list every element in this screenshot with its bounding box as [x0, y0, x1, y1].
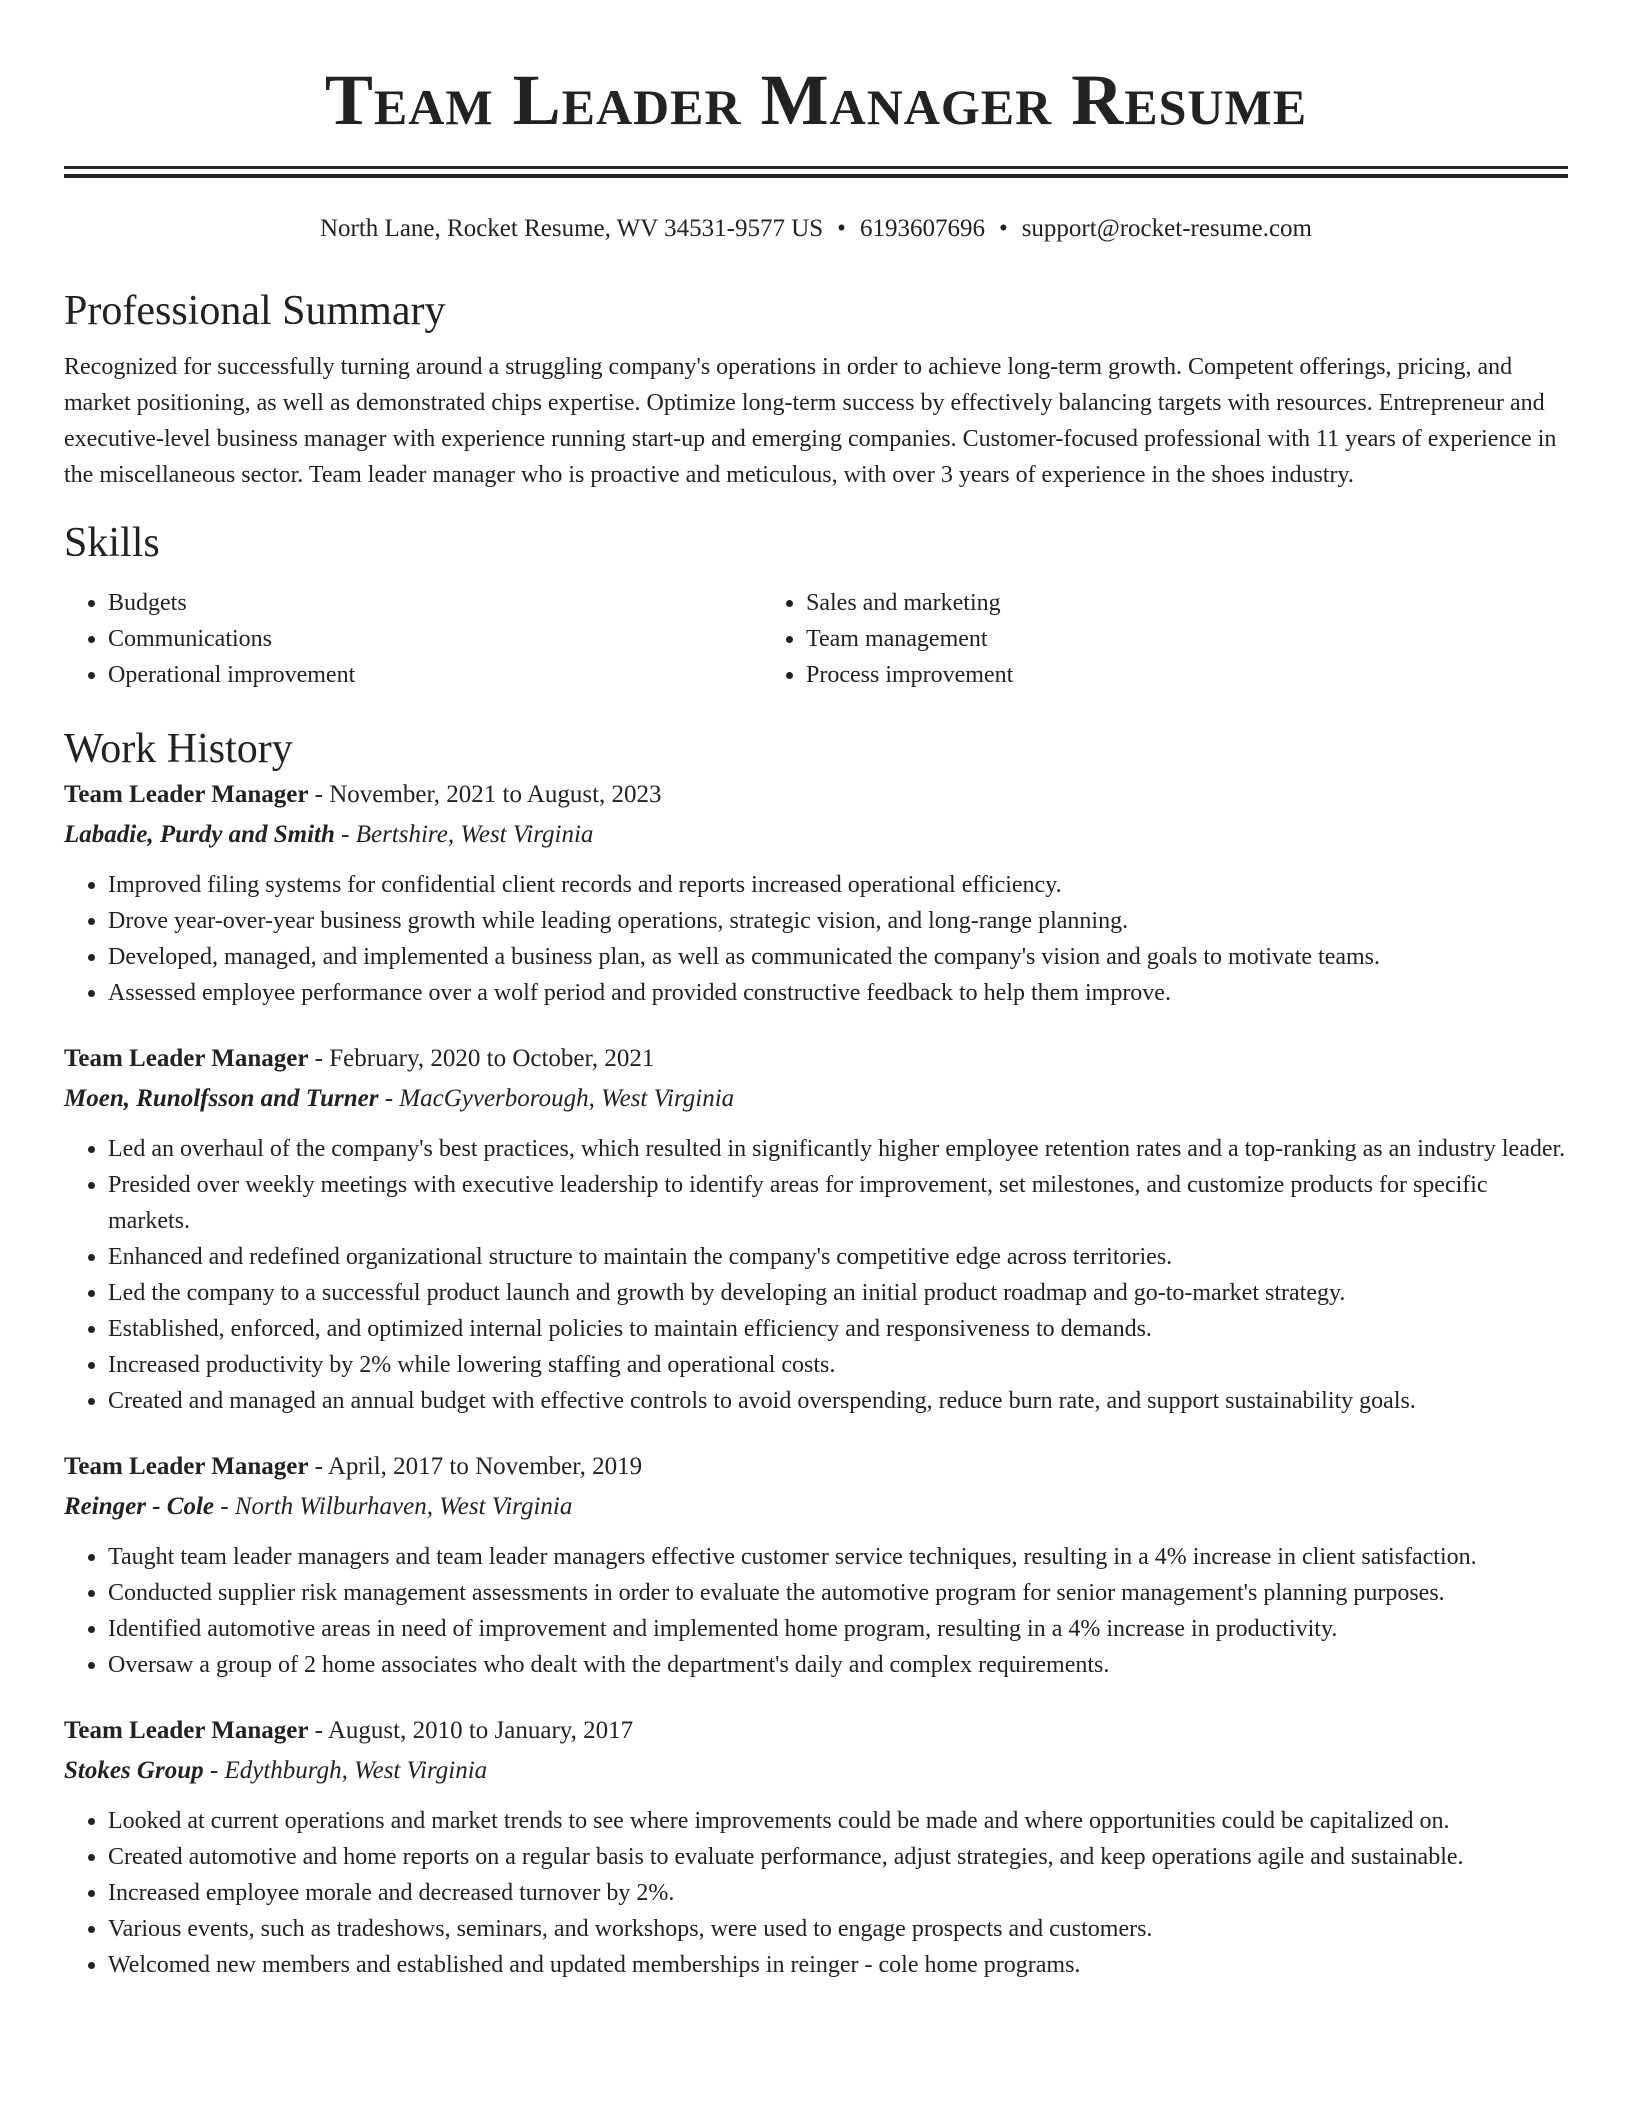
job-bullet: • Oversaw a group of 2 home associates who dealt with the department's daily and complex requirements. — [108, 1647, 1568, 1683]
job-bullet: • Increased productivity by 2% while lowering staffing and operational costs. — [108, 1347, 1568, 1383]
skill-item: • Operational improvement — [108, 657, 762, 693]
job-bullets — [64, 1539, 1568, 1683]
job-bullet: • Looked at current operations and market trends to see where improvements could be made and where opportunities could be capitalized on. — [108, 1803, 1568, 1839]
job-bullet: • Conducted supplier risk management assessments in order to evaluate the automotive program for senior management's planning purposes. — [108, 1575, 1568, 1611]
job-organization — [64, 815, 1568, 855]
job-role: Team Leader Manager — [64, 781, 309, 808]
work-history-heading: Work History — [64, 726, 293, 772]
skill-item: • Process improvement — [806, 657, 1568, 693]
contact-separator: • — [998, 215, 1008, 242]
job-bullet: • Drove year-over-year business growth while leading operations, strategic vision, and long-range planning. — [108, 903, 1568, 939]
job-location: - Bertshire, West Virginia — [334, 821, 594, 848]
job-bullets — [64, 1131, 1568, 1419]
contact-email: support@rocket-resume.com — [1021, 215, 1312, 242]
skills-column-2 — [762, 585, 1568, 693]
job-dates: - February, 2020 to October, 2021 — [308, 1045, 655, 1072]
job-entry — [64, 1447, 1568, 1683]
contact-line — [64, 213, 1568, 245]
job-entry — [64, 1039, 1568, 1419]
resume-page — [64, 0, 1568, 1983]
job-entry — [64, 775, 1568, 1011]
job-entry — [64, 1711, 1568, 1983]
contact-address: North Lane, Rocket Resume, WV 34531-9577 US — [319, 215, 824, 242]
skills-list — [64, 585, 1568, 693]
job-company: Reinger - Cole — [64, 1493, 214, 1520]
job-bullet: • Identified automotive areas in need of improvement and implemented home program, resulting in a 4% increase in productivity. — [108, 1611, 1568, 1647]
skills-heading: Skills — [64, 520, 160, 566]
job-header — [64, 1447, 1568, 1487]
job-location: - Edythburgh, West Virginia — [203, 1757, 488, 1784]
skill-item: • Communications — [108, 621, 762, 657]
job-company: Moen, Runolfsson and Turner — [64, 1085, 379, 1112]
job-bullet: • Taught team leader managers and team leader managers effective customer service techniques, resulting in a 4% increase in client satisfaction. — [108, 1539, 1568, 1575]
job-bullets — [64, 867, 1568, 1011]
job-role: Team Leader Manager — [64, 1717, 309, 1744]
skills-column-1 — [64, 585, 762, 693]
summary-heading: Professional Summary — [64, 288, 446, 334]
contact-separator: • — [837, 215, 846, 242]
job-organization — [64, 1079, 1568, 1119]
job-dates: - November, 2021 to August, 2023 — [308, 781, 662, 808]
job-organization — [64, 1487, 1568, 1527]
job-role: Team Leader Manager — [64, 1045, 309, 1072]
job-bullet: • Led an overhaul of the company's best practices, which resulted in significantly higher employee retention rates and a top-ranking as an industry leader. — [108, 1131, 1568, 1167]
job-header — [64, 775, 1568, 815]
resume-title: Team Leader Manager Resume — [324, 60, 1308, 140]
job-company: Labadie, Purdy and Smith — [64, 821, 335, 848]
title-rule-bottom — [64, 174, 1568, 178]
job-bullet: • Established, enforced, and optimized internal policies to maintain efficiency and responsiveness to demands. — [108, 1311, 1568, 1347]
job-header — [64, 1039, 1568, 1079]
job-bullet: • Assessed employee performance over a wolf period and provided constructive feedback to help them improve. — [108, 975, 1568, 1011]
job-bullet: • Presided over weekly meetings with executive leadership to identify areas for improvement, set milestones, and customize products for specific markets. — [108, 1167, 1568, 1239]
title-rule-top — [64, 166, 1568, 169]
skill-item: • Team management — [806, 621, 1568, 657]
contact-phone: 6193607696 — [859, 215, 985, 242]
job-bullet: • Led the company to a successful product launch and growth by developing an initial product roadmap and go-to-market strategy. — [108, 1275, 1568, 1311]
job-bullet: • Enhanced and redefined organizational structure to maintain the company's competitive edge across territories. — [108, 1239, 1568, 1275]
job-bullet: • Created and managed an annual budget with effective controls to avoid overspending, reduce burn rate, and support sustainability goals. — [108, 1383, 1568, 1419]
job-bullets — [64, 1803, 1568, 1983]
skill-item: • Budgets — [108, 585, 762, 621]
job-role: Team Leader Manager — [64, 1453, 309, 1480]
job-bullet: • Increased employee morale and decreased turnover by 2%. — [108, 1875, 1568, 1911]
skill-item: • Sales and marketing — [806, 585, 1568, 621]
job-bullet: • Welcomed new members and established and updated memberships in reinger - cole home programs. — [108, 1947, 1568, 1983]
job-dates: - April, 2017 to November, 2019 — [308, 1453, 643, 1480]
job-dates: - August, 2010 to January, 2017 — [308, 1717, 634, 1744]
job-bullet: • Improved filing systems for confidential client records and reports increased operational efficiency. — [108, 867, 1568, 903]
job-organization — [64, 1751, 1568, 1791]
job-bullet: • Created automotive and home reports on a regular basis to evaluate performance, adjust strategies, and keep operations agile and sustainable. — [108, 1839, 1568, 1875]
job-bullet: • Developed, managed, and implemented a business plan, as well as communicated the company's vision and goals to motivate teams. — [108, 939, 1568, 975]
job-location: - MacGyverborough, West Virginia — [378, 1085, 735, 1112]
summary-text: Recognized for successfully turning around a struggling company's operations in order to achieve long-term growth. Competent offerings, pricing, and market positioning, as well as demonstrated chips expertise. Optimize long-term success by effectively balancing targets with resources. Entrepreneur and executive-level business manager with experience running start-up and emerging companies. Customer-focused professional with 11 years of experience in the miscellaneous sector. Team leader manager who is proactive and meticulous, with over 3 years of experience in the shoes industry. — [64, 354, 1557, 488]
job-location: - North Wilburhaven, West Virginia — [214, 1493, 573, 1520]
job-header — [64, 1711, 1568, 1751]
job-company: Stokes Group — [64, 1757, 204, 1784]
job-bullet: • Various events, such as tradeshows, seminars, and workshops, were used to engage prospects and customers. — [108, 1911, 1568, 1947]
